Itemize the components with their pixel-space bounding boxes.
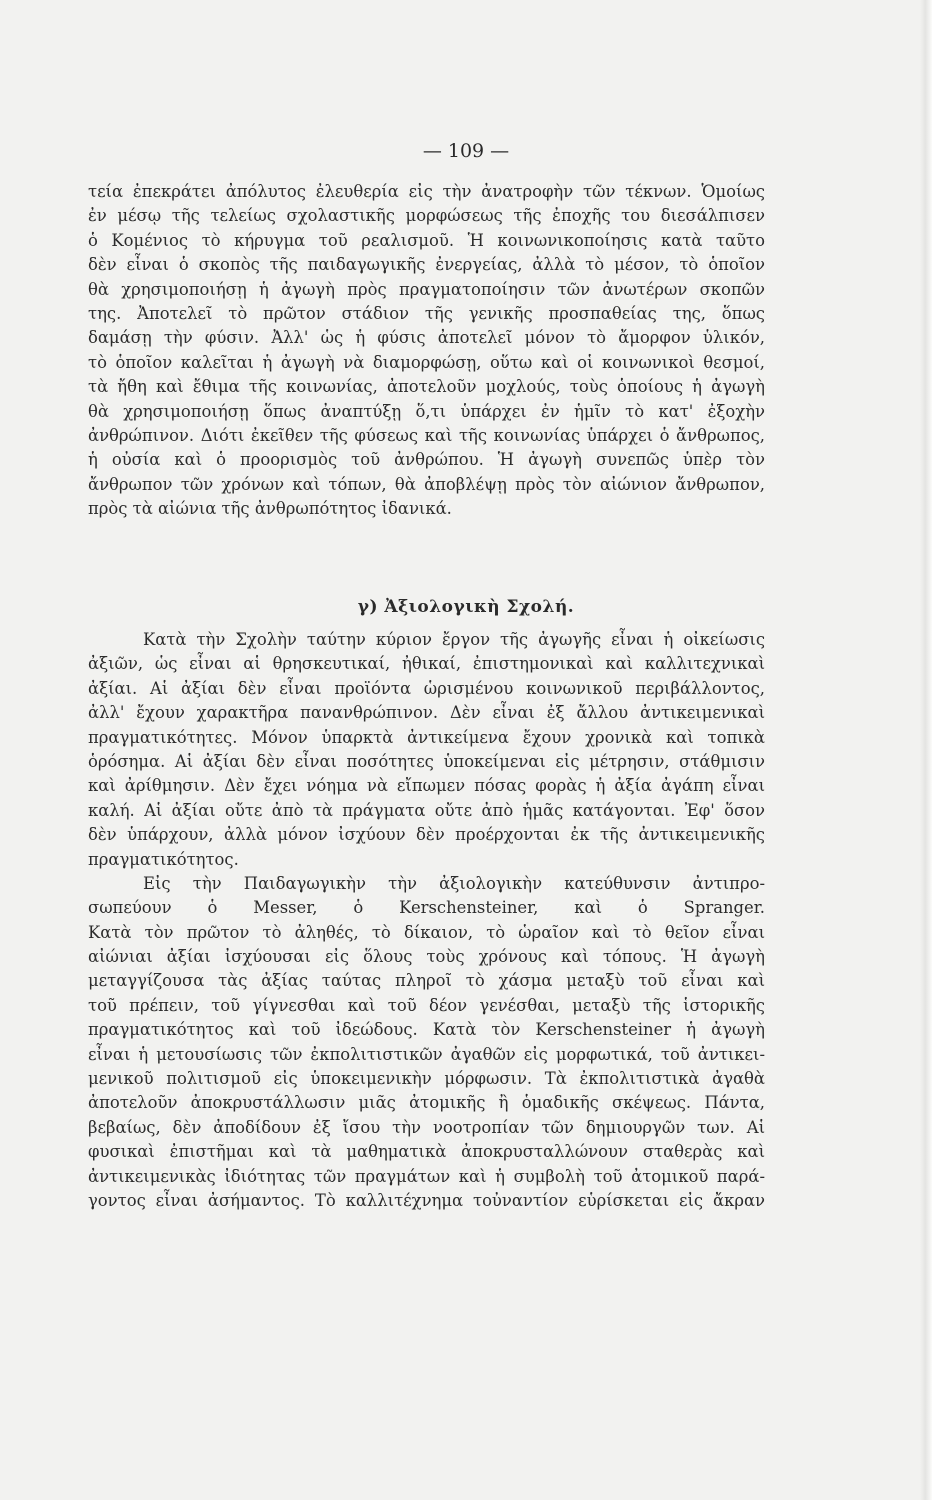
text-line: θὰ χρησιμοποιήσῃ ἡ ἀγωγὴ πρὸς πραγματοποίησιν τῶν ἀνωτέρων σκοπῶν [88,279,765,299]
text-line: ἡ οὐσία καὶ ὁ προορισμὸς τοῦ ἀνθρώπου. Ἡ ἀγωγὴ συνεπῶς ὑπὲρ τὸν [88,450,765,470]
text-line: βεβαίως, δὲν ἀποδίδουν ἐξ ἴσου τὴν νοοτροπίαν τῶν δημιουργῶν των. Αἱ [88,1117,765,1137]
text-line: τοῦ πρέπειν, τοῦ γίγνεσθαι καὶ τοῦ δέον γενέσθαι, μεταξὺ τῆς ἱστορικῆς [88,995,765,1015]
text-line: εἶναι ἡ μετουσίωσις τῶν ἐκπολιτιστικῶν ἀγαθῶν εἰς μορφωτικά, τοῦ ἀντικει- [88,1044,765,1064]
text-line: Κατὰ τὴν Σχολὴν ταύτην κύριον ἔργον τῆς ἀγωγῆς εἶναι ἡ οἰκείωσις [143,630,765,649]
text-line: μεταγγίζουσα τὰς ἀξίας ταύτας πληροῖ τὸ χάσμα μεταξὺ τοῦ εἶναι καὶ [88,971,765,991]
paragraph-1 [88,180,765,521]
text-line: ὁ Κομένιος τὸ κήρυγμα τοῦ ρεαλισμοῦ. Ἡ κοινωνικοποίησις κατὰ ταῦτο [88,230,765,250]
text-line: ἀποτελοῦν ἀποκρυστάλλωσιν μιᾶς ἀτομικῆς ἢ ὁμαδικῆς σκέψεως. Πάντα, [88,1093,765,1113]
text-line: αἰώνιαι ἀξίαι ἰσχύουσαι εἰς ὅλους τοὺς χρόνους καὶ τόπους. Ἡ ἀγωγὴ [88,947,765,967]
text-line: γοντος εἶναι ἀσήμαντος. Τὸ καλλιτέχνημα τοὐναντίον εὑρίσκεται εἰς ἄκραν [88,1190,765,1210]
text-line: καλή. Αἱ ἀξίαι οὔτε ἀπὸ τὰ πράγματα οὔτε ἀπὸ ἡμᾶς κατάγονται. Ἐφ' ὅσον [88,800,765,820]
page-number: — 109 — [422,140,510,162]
text-line: της. Ἀποτελεῖ τὸ πρῶτον στάδιον τῆς γενικῆς προσπαθείας της, ὅπως [88,303,765,323]
text-line: θὰ χρησιμοποιήσῃ ὅπως ἀναπτύξῃ ὅ,τι ὑπάρχει ἐν ἡμῖν τὸ κατ' ἐξοχὴν [88,401,765,421]
text-line: καὶ ἀρίθμησιν. Δὲν ἔχει νόημα νὰ εἴπωμεν πόσας φορὰς ἡ ἀξία ἀγάπη εἶναι [88,776,765,796]
text-line: σωπεύουν ὁ Messer, ὁ Kerschensteiner, καὶ ὁ Spranger. [88,898,765,918]
text-line: τὸ ὁποῖον καλεῖται ἡ ἀγωγὴ νὰ διαμορφώσῃ, οὕτω καὶ οἱ κοινωνικοὶ θεσμοί, [88,352,765,372]
text-line: μενικοῦ πολιτισμοῦ εἰς ὑποκειμενικὴν μόρφωσιν. Τὰ ἐκπολιτιστικὰ ἀγαθὰ [88,1069,765,1089]
paragraph-2 [88,628,765,1213]
text-line: Κατὰ τὸν πρῶτον τὸ ἀληθές, τὸ δίκαιον, τὸ ὡραῖον καὶ τὸ θεῖον εἶναι [88,922,765,942]
text-line: πραγματικότητος καὶ τοῦ ἰδεώδους. Κατὰ τὸν Kerschensteiner ἡ ἀγωγὴ [88,1020,765,1040]
text-line: δὲν ὑπάρχουν, ἀλλὰ μόνον ἰσχύουν δὲν προέρχονται ἐκ τῆς ἀντικειμενικῆς [88,825,765,845]
page-edge [920,0,932,1500]
text-line: ἐν μέσῳ τῆς τελείως σχολαστικῆς μορφώσεως τῆς ἐποχῆς του διεσάλπισεν [88,206,765,226]
text-line: δαμάσῃ τὴν φύσιν. Ἀλλ' ὡς ἡ φύσις ἀποτελεῖ μόνον τὸ ἄμορφον ὑλικόν, [88,328,765,348]
text-line: ἀξίαι. Αἱ ἀξίαι δὲν εἶναι προϊόντα ὡρισμένου κοινωνικοῦ περιβάλλοντος, [88,678,765,698]
section-heading: γ) Ἀξιολογικὴ Σχολή. [357,597,575,617]
text-line: πρὸς τὰ αἰώνια τῆς ἀνθρωπότητος ἰδανικά. [88,499,452,519]
text-line: φυσικαὶ ἐπιστῆμαι καὶ τὰ μαθηματικὰ ἀποκρυσταλλώνουν σταθερὰς καὶ [88,1142,765,1162]
text-line: τεία ἐπεκράτει ἀπόλυτος ἐλευθερία εἰς τὴν ἀνατροφὴν τῶν τέκνων. Ὁμοίως [88,182,765,201]
text-line: ἀντικειμενικὰς ἰδιότητας τῶν πραγμάτων καὶ ἡ συμβολὴ τοῦ ἀτομικοῦ παρά- [88,1166,765,1186]
text-line: ἀνθρώπινον. Διότι ἐκεῖθεν τῆς φύσεως καὶ τῆς κοινωνίας ὑπάρχει ὁ ἄνθρωπος, [88,425,765,445]
text-line: ἄνθρωπον τῶν χρόνων καὶ τόπων, θὰ ἀποβλέψῃ πρὸς τὸν αἰώνιον ἄνθρωπον, [88,474,765,494]
text-line: ἀξιῶν, ὡς εἶναι αἱ θρησκευτικαί, ἠθικαί, ἐπιστημονικαὶ καὶ καλλιτεχνικαὶ [88,654,765,674]
text-line: πραγματικότητες. Μόνον ὑπαρκτὰ ἀντικείμενα ἔχουν χρονικὰ καὶ τοπικὰ [88,727,765,747]
text-line: τὰ ἤθη καὶ ἔθιμα τῆς κοινωνίας, ἀποτελοῦν μοχλούς, τοὺς ὁποίους ἡ ἀγωγὴ [88,377,765,397]
text-line: ἀλλ' ἔχουν χαρακτῆρα πανανθρώπινον. Δὲν εἶναι ἐξ ἄλλου ἀντικειμενικαὶ [88,703,765,723]
text-line: πραγματικότητος. [88,849,239,869]
text-line: Εἰς τὴν Παιδαγωγικὴν τὴν ἀξιολογικὴν κατεύθυνσιν ἀντιπρο- [143,873,765,893]
text-line: δὲν εἶναι ὁ σκοπὸς τῆς παιδαγωγικῆς ἐνεργείας, ἀλλὰ τὸ μέσον, τὸ ὁποῖον [88,255,765,275]
text-line: ὁρόσημα. Αἱ ἀξίαι δὲν εἶναι ποσότητες ὑποκείμεναι εἰς μέτρησιν, στάθμισιν [88,751,765,771]
